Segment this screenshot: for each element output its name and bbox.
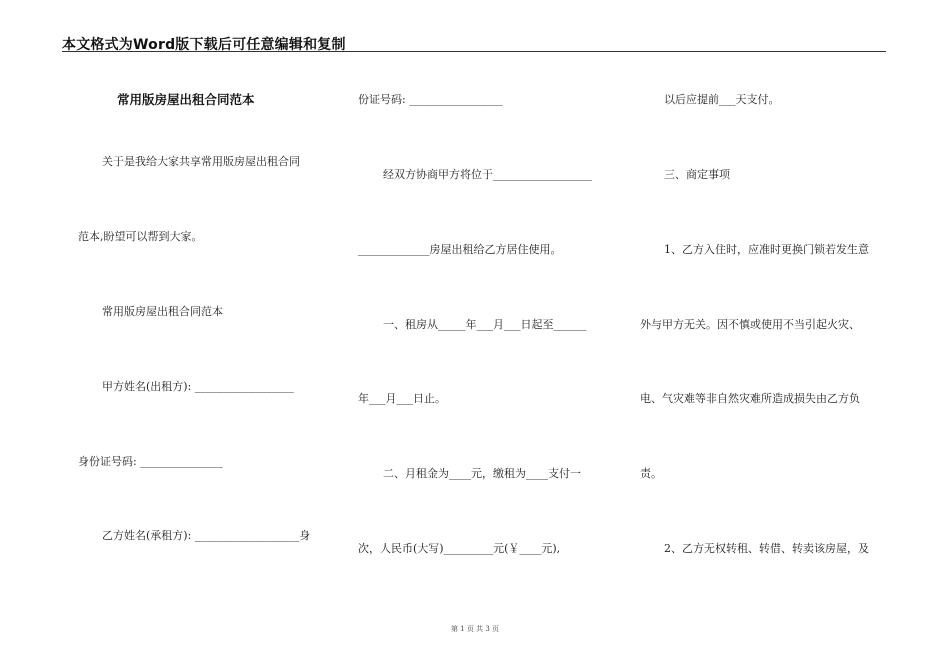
text-line: 1、乙方入住时，应准时更换门锁若发生意 [664,243,869,256]
text-line: 关于是我给大家共享常用版房屋出租合同 [102,155,300,168]
text-line: 经双方协商甲方将位于__________________ [383,168,592,181]
text-line: 乙方姓名(承租方): ___________________身 [102,529,311,542]
text-line: 一、租房从_____年___月___日起至______ [383,318,587,331]
text-line: 二、月租金为____元，缴租为____支付一 [383,467,581,480]
text-line: 以后应提前___天支付。 [664,93,780,106]
text-line: 常用版房屋出租合同范本 [102,305,223,318]
page-number: 第 1 页 共 3 页 [450,625,500,633]
text-line: 甲方姓名(出租方): __________________ [102,380,294,393]
text-line: 次，人民币(大写)_________元(￥____元), [358,542,561,555]
text-line: 责。 [640,467,662,480]
text-line: 范本,盼望可以帮到大家。 [78,230,203,243]
text-line: 三、商定事项 [664,168,730,181]
text-line: 电、气灾难等非自然灾难所造成损失由乙方负 [640,392,860,405]
text-line: 外与甲方无关。因不慎或使用不当引起火灾、 [640,318,860,331]
text-line: 身份证号码: _______________ [78,455,223,468]
header-divider [62,51,886,52]
text-line: _____________房屋出租给乙方居住使用。 [358,243,562,256]
text-line: 年___月___日止。 [358,392,446,405]
header-title: 本文格式为Word版下载后可任意编辑和复制 [62,37,346,53]
document-title: 常用版房屋出租合同范本 [117,92,255,107]
text-line: 2、乙方无权转租、转借、转卖该房屋，及 [664,542,869,555]
text-line: 份证号码: _________________ [358,93,503,106]
